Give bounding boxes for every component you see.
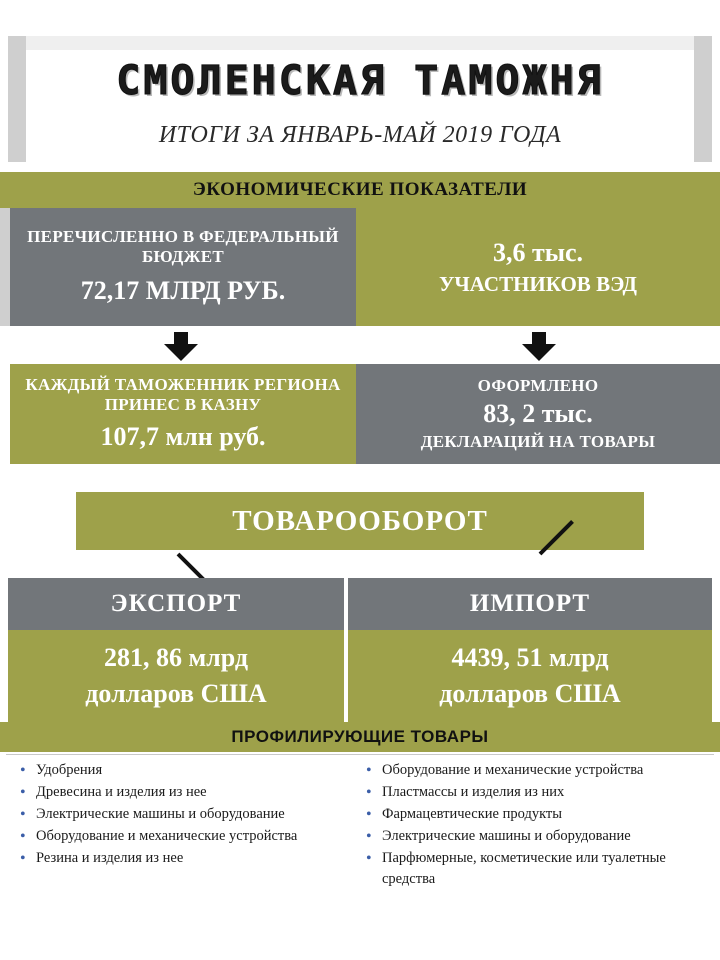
block-export-value — [8, 630, 344, 722]
import-value: 4439, 51 млрд — [451, 643, 609, 672]
header-band — [26, 36, 694, 50]
list-item: • Электрические машины и оборудование — [382, 826, 704, 847]
page-subtitle: ИТОГИ ЗА ЯНВАРЬ-МАЙ 2019 ГОДА — [158, 122, 562, 148]
list-item: • Резина и изделия из нее — [36, 848, 340, 869]
turnover-label: ТОВАРООБОРОТ — [232, 504, 488, 537]
block-import-value — [348, 630, 712, 722]
export-value: 281, 86 млрд — [103, 643, 249, 672]
profiling-goods-heading: ПРОФИЛИРУЮЩИЕ ТОВАРЫ — [0, 722, 720, 752]
products-divider — [6, 754, 714, 755]
list-item: • Электрические машины и оборудование — [36, 804, 340, 825]
list-item: • Фармацевтические продукты — [382, 804, 704, 825]
economic-indicators-heading: ЭКОНОМИЧЕСКИЕ ПОКАЗАТЕЛИ — [0, 172, 720, 208]
list-item: • Парфюмерные, косметические или туалетные средства — [382, 848, 704, 890]
import-label: ИМПОРТ — [469, 590, 591, 617]
declarations-sublabel: ДЕКЛАРАЦИЙ НА ТОВАРЫ — [420, 431, 656, 451]
list-item: • Пластмассы и изделия из них — [382, 782, 704, 803]
per-officer-value: 107,7 млн руб. — [100, 422, 266, 452]
profiling-goods-area — [0, 752, 720, 960]
block-turnover — [76, 492, 644, 550]
block-export-header — [8, 578, 344, 630]
block-federal-budget — [10, 208, 356, 326]
federal-budget-value: 72,17 МЛРД РУБ. — [80, 276, 286, 306]
declarations-value: 83, 2 тыс. — [483, 399, 593, 429]
federal-budget-label: ПЕРЕЧИСЛЕННО В ФЕДЕРАЛЬНЫЙ БЮДЖЕТ — [27, 227, 339, 267]
profiling-goods-export-list — [10, 760, 340, 870]
block-declarations — [356, 364, 720, 464]
declarations-label: ОФОРМЛЕНО — [477, 376, 599, 396]
list-item: • Древесина и изделия из нее — [36, 782, 340, 803]
per-officer-label: КАЖДЫЙ ТАМОЖЕННИК РЕГИОНА ПРИНЕС В КАЗНУ — [25, 375, 341, 415]
ved-participants-label: УЧАСТНИКОВ ВЭД — [438, 272, 637, 296]
ved-participants-value: 3,6 тыс. — [492, 237, 584, 267]
list-item: • Оборудование и механические устройства — [382, 760, 704, 781]
list-item: • Удобрения — [36, 760, 340, 781]
list-item: • Оборудование и механические устройства — [36, 826, 340, 847]
block-per-officer — [10, 364, 356, 464]
header — [0, 0, 720, 172]
row1-left-strip — [0, 208, 10, 326]
import-unit: долларов США — [439, 679, 621, 708]
export-unit: долларов США — [85, 679, 267, 708]
block-ved-participants — [356, 208, 720, 326]
block-import-header — [348, 578, 712, 630]
page-title: СМОЛЕНСКАЯ ТАМОЖНЯ — [116, 58, 604, 104]
profiling-goods-import-list — [356, 760, 704, 891]
export-label: ЭКСПОРТ — [110, 590, 242, 617]
